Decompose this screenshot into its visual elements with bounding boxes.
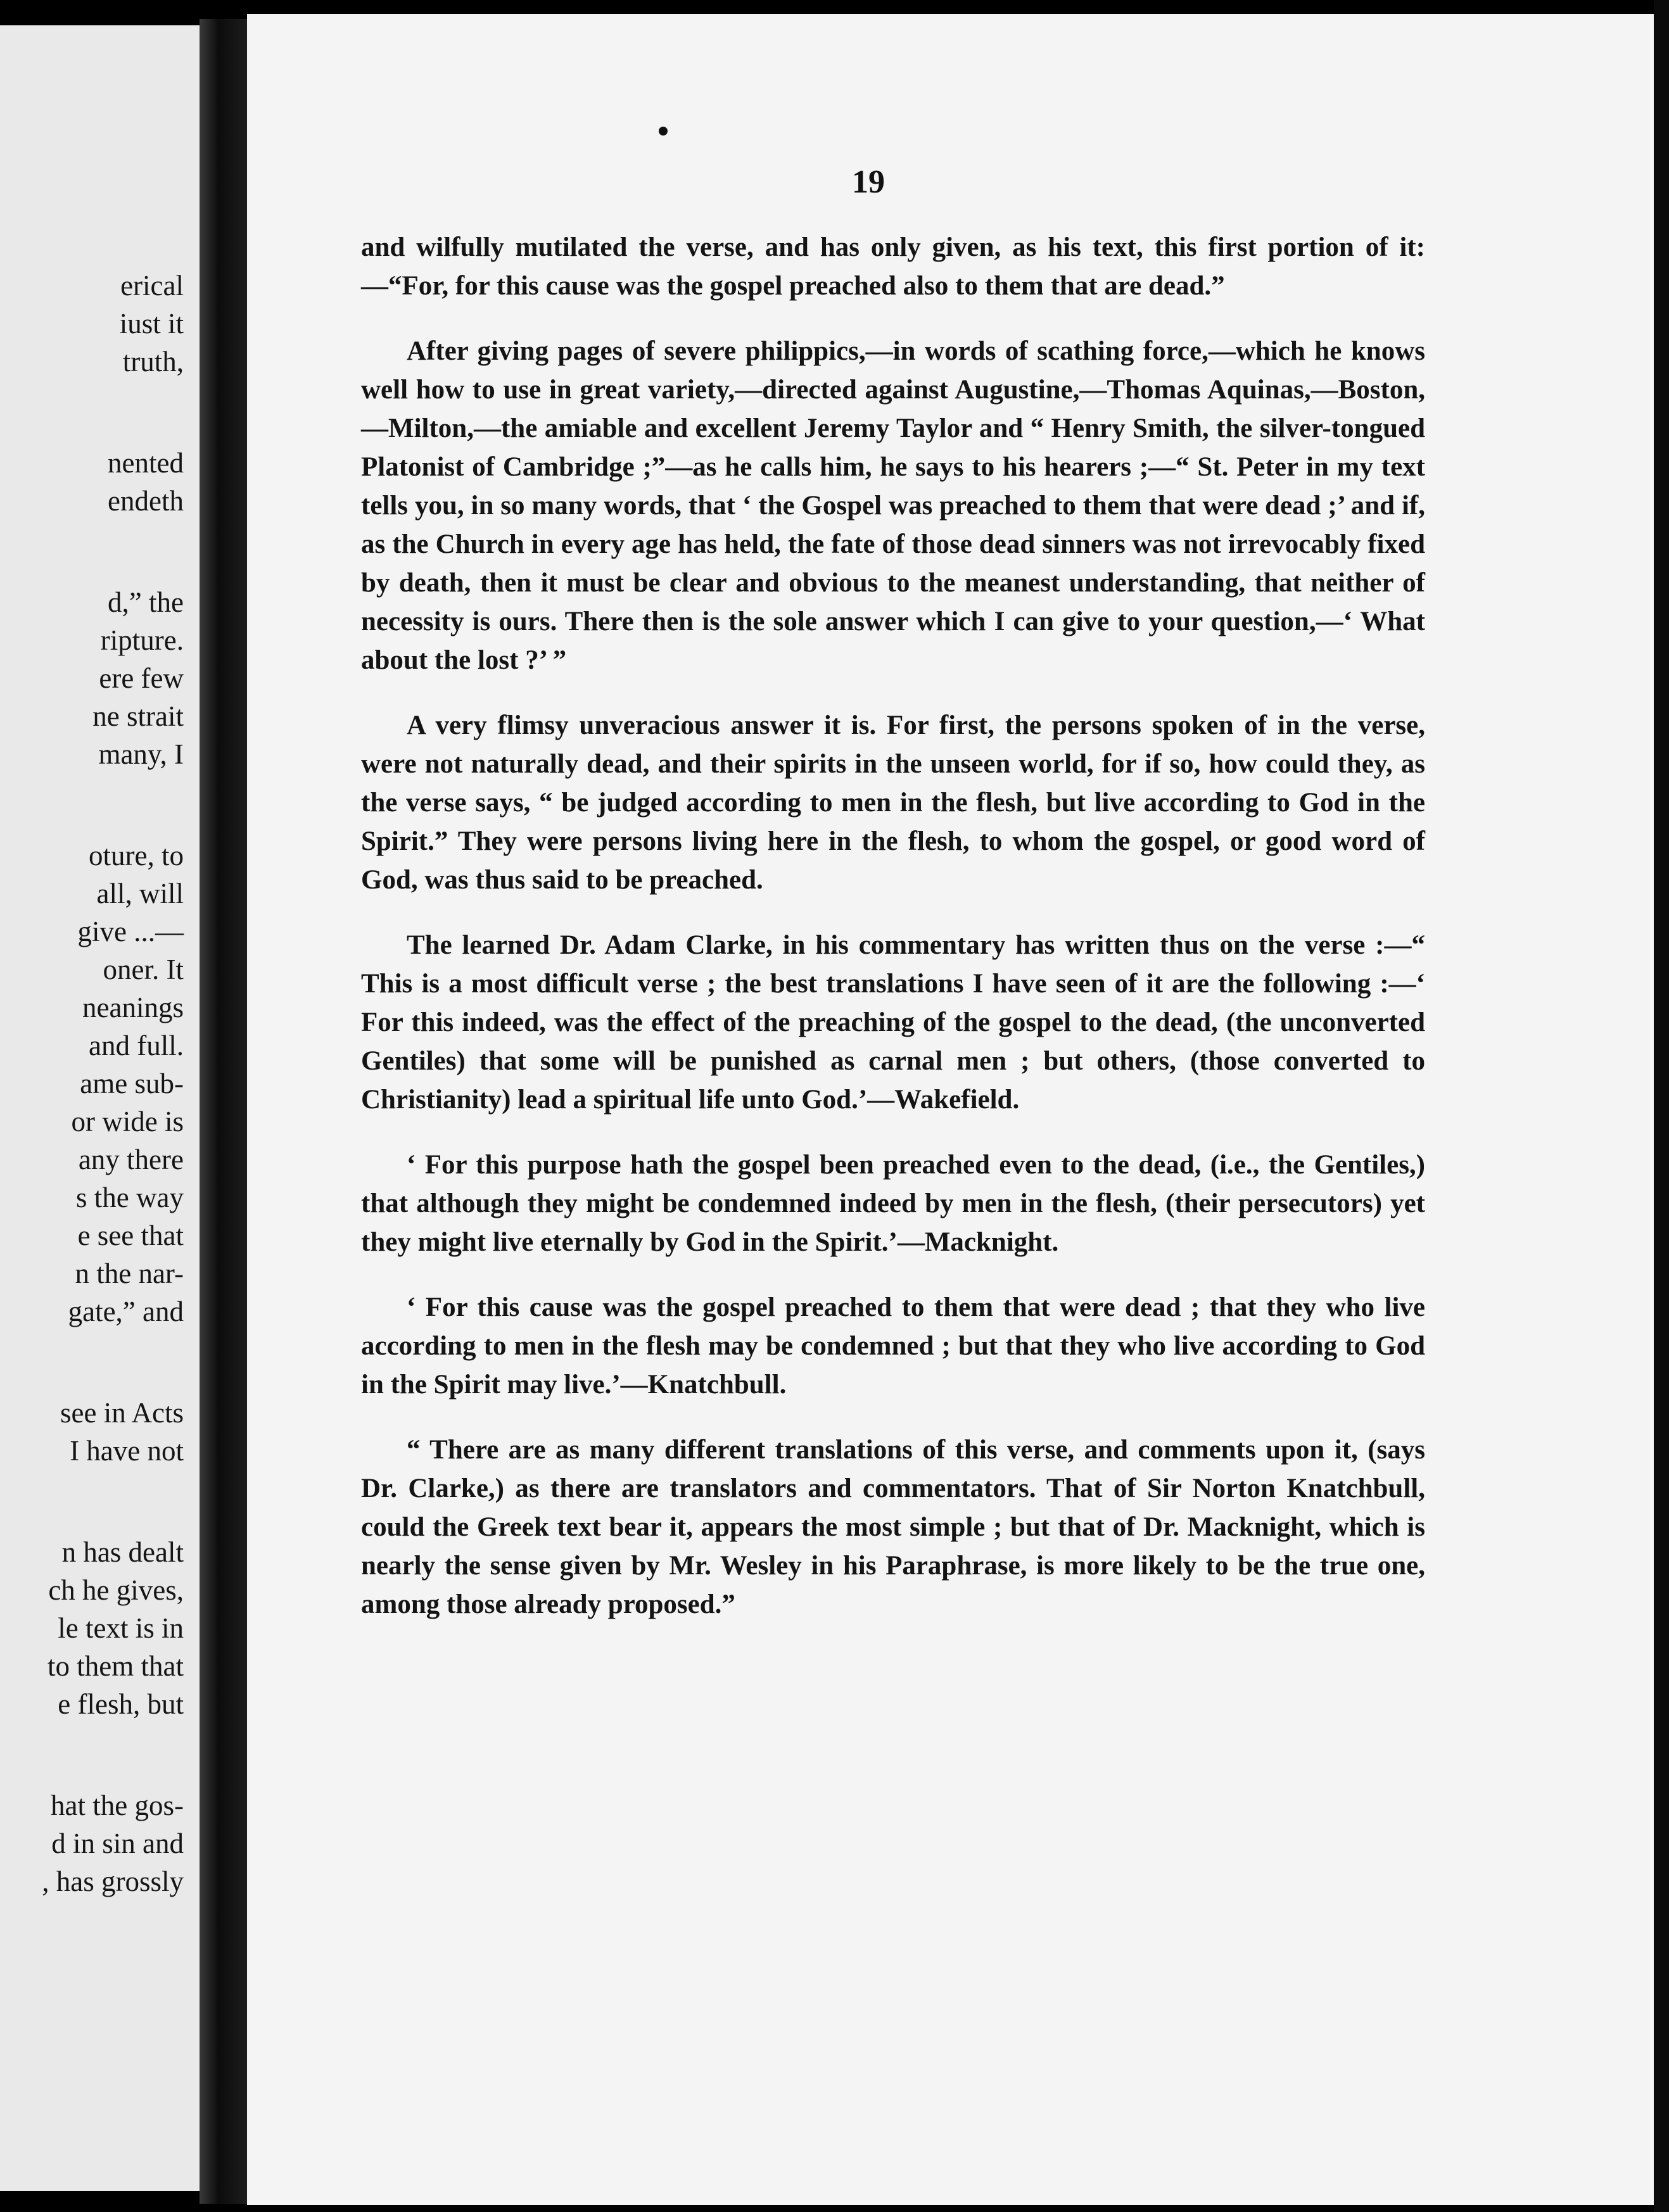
- facing-page-line: s the way: [76, 1182, 184, 1213]
- scan-border: [1654, 0, 1669, 2212]
- paragraph: The learned Dr. Adam Clarke, in his commentary has written thus on the verse :—“ This is a most difficult verse ; the best translations I have seen of it are the following :—‘ For this indeed, was the effect of the preaching of the gospel to the dead, (the unconverted Gentiles) that some will be punished as carnal men ; but others, (those converted to Christianity) lead a spiritual life unto God.’—Wakefield.: [361, 930, 1425, 1115]
- paragraph: “ There are as many different translations of this verse, and comments upon it, (says Dr. Clarke,) as there are translators and commentators. That of Sir Norton Knatchbull, could the Greek text bear it, appears the most simple ; but that of Dr. Macknight, which is nearly the sense given by Mr. Wesley in his Paraphrase, is more likely to be the true one, among those already proposed.”: [361, 1435, 1425, 1619]
- facing-page-line: le text is in: [58, 1612, 184, 1644]
- facing-page-line: e see that: [77, 1220, 184, 1251]
- facing-page-line: see in Acts: [60, 1397, 184, 1429]
- facing-page-line: e flesh, but: [58, 1688, 184, 1720]
- facing-page-line: , has grossly: [42, 1866, 184, 1897]
- ink-speck: [659, 127, 668, 136]
- facing-page-line: oner. It: [103, 954, 184, 985]
- facing-page-line: ame sub-: [80, 1068, 184, 1099]
- facing-page-line: any there: [78, 1144, 184, 1175]
- facing-page-line: give ...—: [77, 916, 184, 947]
- facing-page-line: d in sin and: [51, 1828, 184, 1859]
- facing-page-line: oture, to: [89, 840, 184, 871]
- facing-page: [0, 25, 228, 2191]
- facing-page-line: truth,: [122, 346, 184, 377]
- facing-page-line: hat the gos-: [51, 1790, 184, 1821]
- paragraph: ‘ For this purpose hath the gospel been preached even to the dead, (i.e., the Gentiles,) that although they might be condemned indeed by men in the flesh, (their persecutors) yet they might live eternally by God in the Spirit.’—Macknight.: [361, 1150, 1425, 1257]
- facing-page-line: to them that: [48, 1650, 184, 1682]
- paragraph: ‘ For this cause was the gospel preached to them that were dead ; that they who live according to men in the flesh may be condemned ; but that they who live according to God in the Spirit may live.’—Knatchbull.: [361, 1292, 1425, 1400]
- facing-page-line: and full.: [89, 1030, 184, 1061]
- facing-page-line: d,” the: [108, 586, 184, 618]
- facing-page-line: ere few: [99, 662, 184, 694]
- facing-page-line: neanings: [82, 992, 184, 1023]
- facing-page-line: ch he gives,: [48, 1574, 184, 1606]
- page-body: [361, 228, 1425, 1650]
- facing-page-line: endeth: [108, 485, 184, 517]
- facing-page-line: ripture.: [100, 624, 184, 656]
- facing-page-line: ne strait: [92, 700, 184, 732]
- page-number: 19: [852, 164, 885, 200]
- facing-page-line: or wide is: [71, 1106, 184, 1137]
- facing-page-line: nented: [108, 447, 184, 479]
- facing-page-line: all, will: [96, 878, 184, 909]
- facing-page-line: I have not: [70, 1435, 184, 1467]
- facing-page-line: gate,” and: [68, 1296, 184, 1327]
- facing-page-line: n the nar-: [75, 1258, 184, 1289]
- facing-page-line: erical: [120, 270, 184, 301]
- facing-page-line: many, I: [98, 738, 184, 770]
- facing-page-line: iust it: [119, 308, 184, 339]
- facing-page-line: n has dealt: [61, 1536, 184, 1568]
- paragraph: and wilfully mutilated the verse, and has only given, as his text, this first portion of it:—“For, for this cause was the gospel preached also to them that are dead.”: [361, 232, 1425, 301]
- paragraph: After giving pages of severe philippics,—in words of scathing force,—which he knows well how to use in great variety,—directed against Augustine,—Thomas Aquinas,—Boston,—Milton,—the amiable and excellent Jeremy Taylor and “ Henry Smith, the silver-tongued Platonist of Cambridge ;”—as he calls him, he says to his hearers ;—“ St. Peter in my text tells you, in so many words, that ‘ the Gospel was preached to them that were dead ;’ and if, as the Church in every age has held, the fate of those dead sinners was not irrevocably fixed by death, then it must be clear and obvious to the meanest understanding, that neither of necessity is ours. There then is the sole answer which I can give to your question,—‘ What about the lost ?’ ”: [361, 336, 1425, 675]
- paragraph: A very flimsy unveracious answer it is. For first, the persons spoken of in the verse, were not naturally dead, and their spirits in the unseen world, for if so, how could they, as the verse says, “ be judged according to men in the flesh, but live according to God in the Spirit.” They were persons living here in the flesh, to whom the gospel, or good word of God, was thus said to be preached.: [361, 711, 1425, 895]
- book-gutter: [200, 19, 247, 2204]
